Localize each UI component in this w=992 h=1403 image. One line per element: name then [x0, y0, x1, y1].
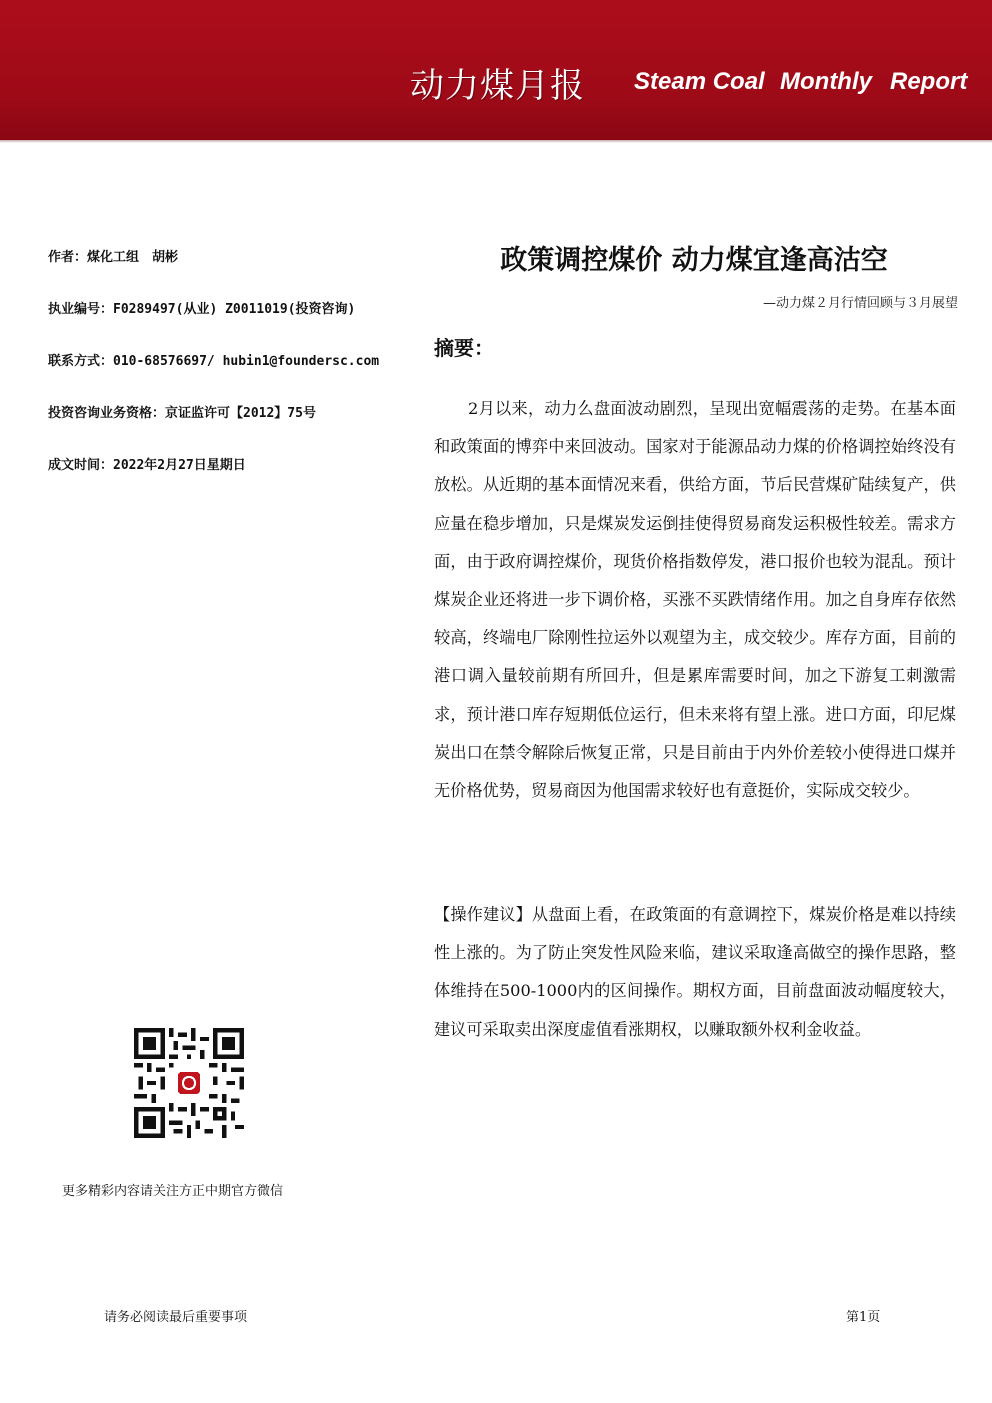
abstract-paragraph: 2月以来，动力么盘面波动剧烈，呈现出宽幅震荡的走势。在基本面和政策面的博弈中来回波动。国家对于能源品动力煤的价格调控始终没有放松。从近期的基本面情况来看，供给方面，节后民营煤矿陆续复产，供应量在稳步增加，只是煤炭发运倒挂使得贸易商发运积极性较差。需求方面，由于政府调控煤价，现货价格指数停发，港口报价也较为混乱。预计煤炭企业还将进一步下调价格，买涨不买跌情绪作用。加之自身库存依然较高，终端电厂除刚性拉运外以观望为主，成交较少。库存方面，目前的港口调入量较前期有所回升，但是累库需要时间，加之下游复工刺激需求，预计港口库存短期低位运行，但未来将有望上涨。进口方面，印尼煤炭出口在禁令解除后恢复正常，只是目前由于内外价差较小使得进口煤并无价格优势，贸易商因为他国需求较好也有意挺价，实际成交较少。: [434, 399, 956, 801]
report-title: 政策调控煤价 动力煤宜逢高沽空: [500, 245, 888, 276]
banner-title-en-1: Steam Coal: [634, 68, 765, 95]
qr-caption: 更多精彩内容请关注方正中期官方微信: [62, 1184, 284, 1199]
license-line: 执业编号：F0289497(从业) Z0011019(投资咨询): [48, 302, 356, 317]
abstract-heading: 摘要：: [434, 336, 494, 360]
footer-notice: 请务必阅读最后重要事项: [104, 1310, 248, 1325]
qr-code-icon: [134, 1028, 244, 1138]
banner-title-en-3: Report: [890, 68, 968, 95]
report-subtitle: —动力煤２月行情回顾与３月展望: [762, 296, 958, 311]
date-line: 成文时间：2022年2月27日星期日: [48, 458, 246, 473]
page-number: 第1页: [846, 1310, 881, 1325]
qualification-line: 投资咨询业务资格：京证监许可【2012】75号: [48, 406, 316, 421]
contact-line: 联系方式：010-68576697/ hubin1@foundersc.com: [48, 354, 380, 369]
banner-title-en-2: Monthly: [780, 68, 872, 95]
operation-advice-paragraph: 【操作建议】从盘面上看，在政策面的有意调控下，煤炭价格是难以持续性上涨的。为了防止突发性风险来临，建议采取逢高做空的操作思路，整体维持在500-1000内的区间操作。期权方面，目前盘面波动幅度较大，建议可采取卖出深度虚值看涨期权，以赚取额外权利金收益。: [434, 905, 956, 1039]
banner-title-cn: 动力煤月报: [410, 66, 585, 106]
author-line: 作者：煤化工组 胡彬: [48, 250, 179, 265]
report-banner: [0, 0, 992, 140]
